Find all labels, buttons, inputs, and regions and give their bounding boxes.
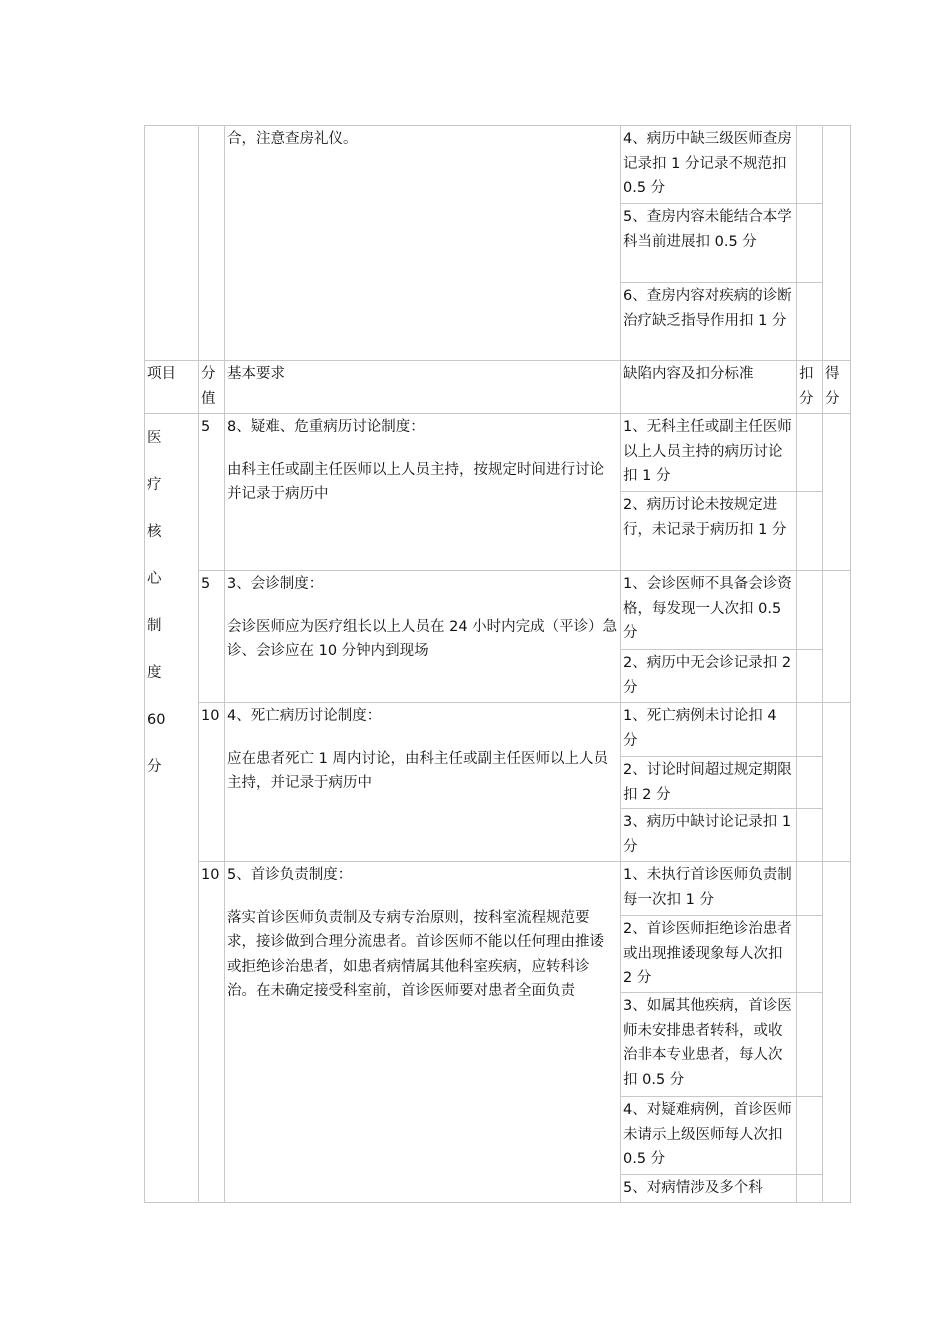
header-basic: 基本要求 [225, 361, 621, 414]
deduct-cell [797, 414, 823, 492]
score-cell: 10 [199, 703, 225, 862]
got-cell [823, 703, 851, 862]
got-cell [823, 126, 851, 361]
requirement-body: 由科主任或副主任医师以上人员主持，按规定时间进行讨论并记录于病历中 [227, 461, 604, 502]
requirement-body: 会诊医师应为医疗组长以上人员在 24 小时内完成（平诊）急诊、会诊应在 10 分钟内到现场 [227, 618, 618, 659]
category-char: 医 [147, 430, 162, 446]
category-char: 60 [147, 712, 166, 728]
table-row [145, 414, 851, 492]
requirement-cell [225, 703, 621, 862]
requirement-cell [225, 862, 621, 1203]
header-deduct: 扣分 [797, 361, 823, 414]
deduct-cell [797, 809, 823, 862]
defect-cell: 6、查房内容对疾病的诊断治疗缺乏指导作用扣 1 分 [621, 283, 797, 361]
deduct-cell [797, 1097, 823, 1175]
defect-cell: 2、病历中无会诊记录扣 2 分 [621, 650, 797, 703]
requirement-title: 8、疑难、危重病历讨论制度： [227, 419, 425, 435]
score-cell: 10 [199, 862, 225, 1203]
defect-cell: 4、病历中缺三级医师查房记录扣 1 分记录不规范扣 0.5 分 [621, 126, 797, 204]
category-char: 心 [147, 571, 162, 587]
defect-cell: 5、对病情涉及多个科 [621, 1175, 797, 1203]
defect-cell: 3、病历中缺讨论记录扣 1 分 [621, 809, 797, 862]
table-row [145, 126, 851, 204]
score-cell: 5 [199, 571, 225, 703]
category-cell-empty [145, 126, 199, 361]
deduct-cell [797, 571, 823, 650]
header-got: 得分 [823, 361, 851, 414]
header-item: 项目 [145, 361, 199, 414]
deduct-cell [797, 492, 823, 571]
defect-cell: 4、对疑难病例，首诊医师未请示上级医师每人次扣 0.5 分 [621, 1097, 797, 1175]
deduct-cell [797, 126, 823, 204]
table-row [145, 862, 851, 916]
category-char: 分 [147, 759, 162, 775]
score-cell: 5 [199, 414, 225, 571]
requirement-title: 3、会诊制度： [227, 576, 324, 592]
got-cell [823, 571, 851, 703]
deduct-cell [797, 993, 823, 1097]
category-cell [145, 414, 199, 1203]
category-char: 制 [147, 618, 162, 634]
deduct-cell [797, 862, 823, 916]
requirement-body: 应在患者死亡 1 周内讨论，由科主任或副主任医师以上人员主持，并记录于病历中 [227, 750, 608, 791]
deduct-cell [797, 916, 823, 993]
requirement-text: 合，注意查房礼仪。 [227, 131, 358, 147]
deduct-cell [797, 650, 823, 703]
category-char: 疗 [147, 477, 162, 493]
defect-cell: 2、首诊医师拒绝诊治患者或出现推诿现象每人次扣 2 分 [621, 916, 797, 993]
defect-cell: 1、无科主任或副主任医师以上人员主持的病历讨论扣 1 分 [621, 414, 797, 492]
got-cell [823, 862, 851, 1203]
header-defect: 缺陷内容及扣分标准 [621, 361, 797, 414]
requirement-cell [225, 571, 621, 703]
deduct-cell [797, 703, 823, 757]
header-score: 分值 [199, 361, 225, 414]
deduct-cell [797, 204, 823, 283]
got-cell [823, 414, 851, 571]
requirement-title: 5、首诊负责制度： [227, 867, 353, 883]
defect-cell: 1、死亡病例未讨论扣 4 分 [621, 703, 797, 757]
requirement-body: 落实首诊医师负责制及专病专治原则，按科室流程规范要求，接诊做到合理分流患者。首诊医师不能以任何理由推诿或拒绝诊治患者，如患者病情属其他科室疾病，应转科诊治。在未确定接受科室前，首诊医师要对患者全面负责 [227, 909, 604, 999]
defect-cell: 2、病历讨论未按规定进行，未记录于病历扣 1 分 [621, 492, 797, 571]
category-char: 核 [147, 524, 162, 540]
requirement-cell [225, 414, 621, 571]
defect-cell: 1、会诊医师不具备会诊资格，每发现一人次扣 0.5 分 [621, 571, 797, 650]
deduct-cell [797, 757, 823, 809]
table-row [145, 571, 851, 650]
requirement-cell [225, 126, 621, 361]
defect-cell: 5、查房内容未能结合本学科当前进展扣 0.5 分 [621, 204, 797, 283]
scoring-table [144, 125, 851, 1203]
defect-cell: 2、讨论时间超过规定期限扣 2 分 [621, 757, 797, 809]
defect-cell: 3、如属其他疾病，首诊医师未安排患者转科，或收治非本专业患者，每人次扣 0.5 分 [621, 993, 797, 1097]
table-header-row [145, 361, 851, 414]
deduct-cell [797, 1175, 823, 1203]
table-row [145, 703, 851, 757]
requirement-title: 4、死亡病历讨论制度： [227, 708, 382, 724]
category-char: 度 [147, 665, 162, 681]
defect-cell: 1、未执行首诊医师负责制每一次扣 1 分 [621, 862, 797, 916]
score-cell-empty [199, 126, 225, 361]
deduct-cell [797, 283, 823, 361]
